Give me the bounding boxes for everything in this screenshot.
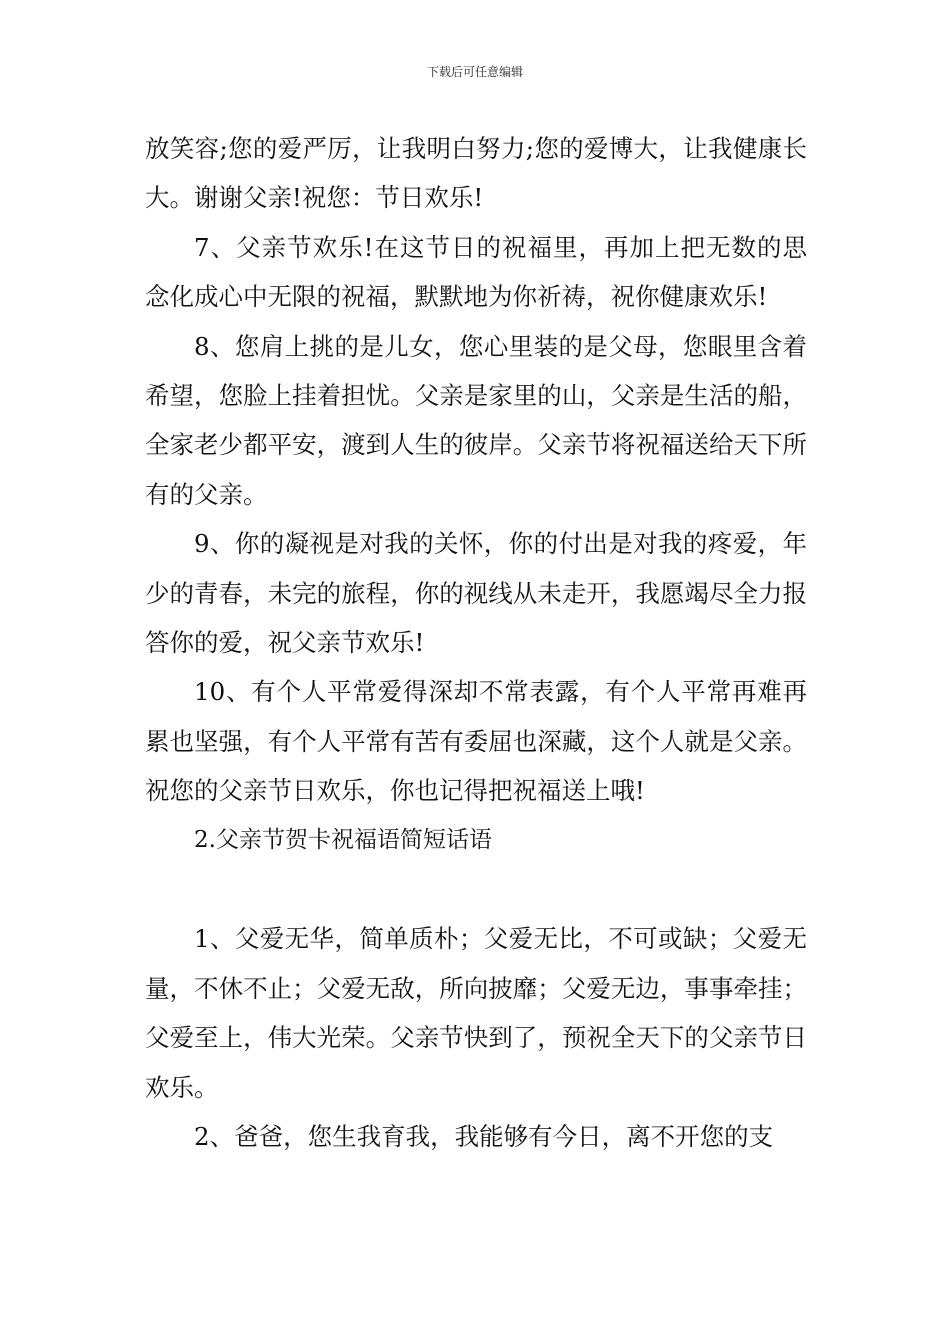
document-body: [145, 124, 807, 1162]
paragraph-item-9: 9、你的凝视是对我的关怀，你的付出是对我的疼爱，年少的青春，未完的旅程，你的视线从未走开，我愿竭尽全力报答你的爱，祝父亲节欢乐!: [145, 529, 807, 658]
section-heading: 2.父亲节贺卡祝福语简短话语: [194, 826, 492, 853]
paragraph-item-7: 7、父亲节欢乐!在这节日的祝福里，再加上把无数的思念化成心中无限的祝福，默默地为你祈祷，祝你健康欢乐!: [145, 232, 807, 312]
blank-line: [145, 865, 807, 914]
paragraph-item-10: 10、有个人平常爱得深却不常表露，有个人平常再难再累也坚强，有个人平常有苦有委屈也深藏，这个人就是父亲。祝您的父亲节日欢乐，你也记得把祝福送上哦!: [145, 677, 807, 806]
paragraph-continued: 放笑容;您的爱严厉，让我明白努力;您的爱博大，让我健康长大。谢谢父亲!祝您：节日欢乐!: [145, 134, 807, 213]
page-header: 下载后可任意编辑: [426, 65, 523, 79]
paragraph-item-8: 8、您肩上挑的是儿女，您心里装的是父母，您眼里含着希望，您脸上挂着担忧。父亲是家里的山，父亲是生活的船，全家老少都平安，渡到人生的彼岸。父亲节将祝福送给天下所有的父亲。: [145, 331, 807, 509]
section-item-2: 2、爸爸，您生我育我，我能够有今日，离不开您的支: [194, 1122, 774, 1152]
section-item-1: 1、父爱无华，简单质朴；父爱无比，不可或缺；父爱无量，不休不止；父爱无敌，所向披靡；父爱无边，事事牵挂；父爱至上，伟大光荣。父亲节快到了，预祝全天下的父亲节日欢乐。: [145, 924, 807, 1102]
